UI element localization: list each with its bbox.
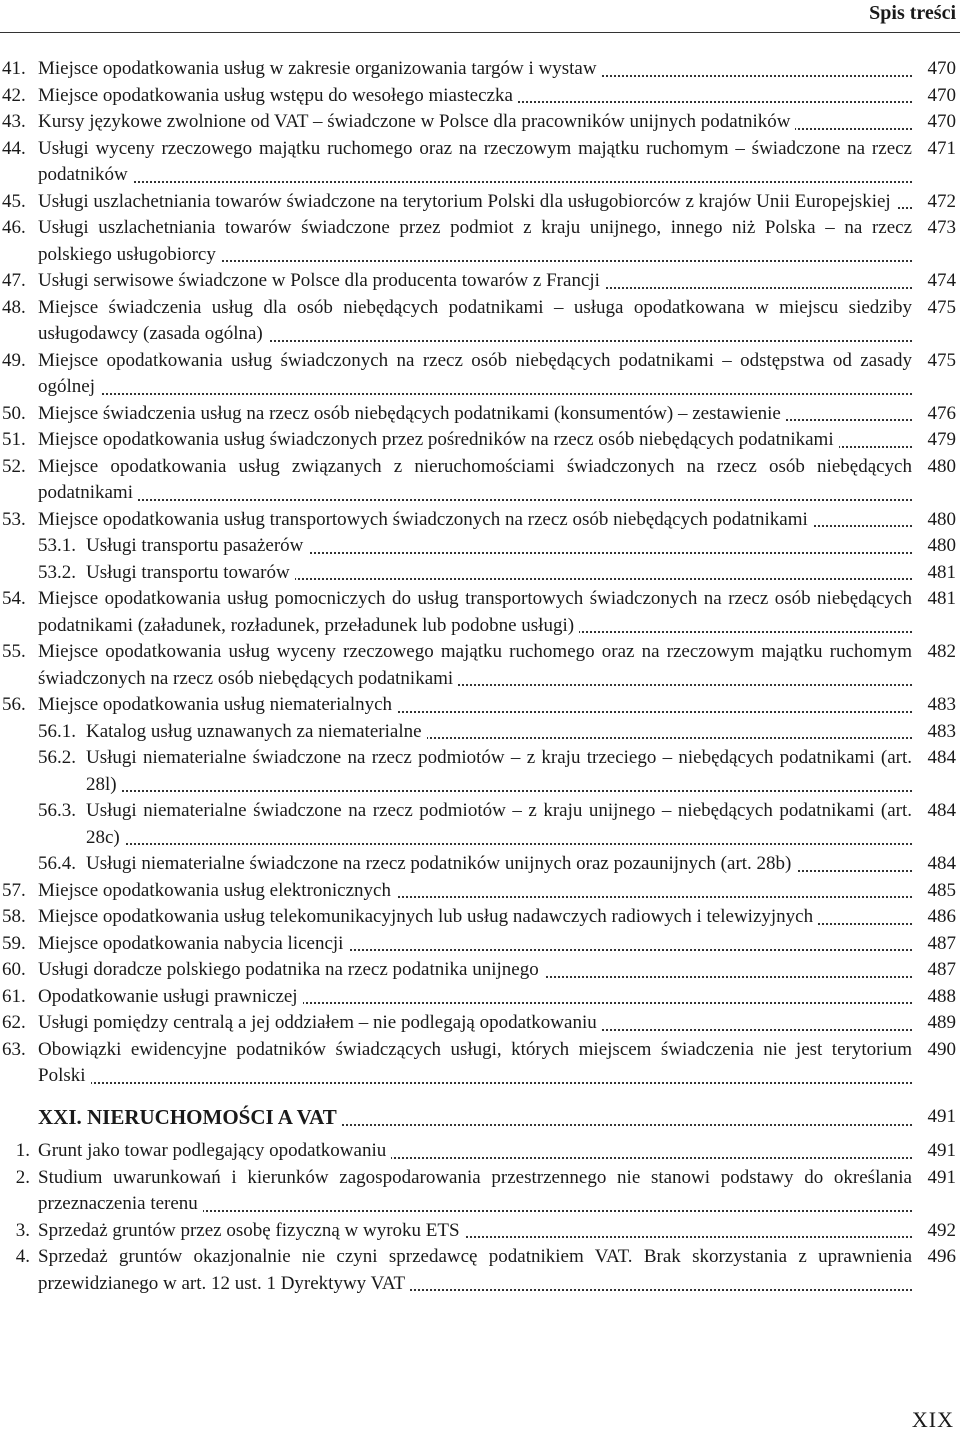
chapter-title: XXI. NIERUCHOMOŚCI A VAT [38,1104,912,1133]
toc-entry-number: 54. [2,588,26,609]
toc-entry-page: 472 [927,190,956,212]
chapter-page: 491 [927,1105,956,1127]
chapter-heading [0,1104,960,1133]
toc-entry [0,904,960,931]
toc-entry-page: 471 [927,137,956,159]
toc-entry [0,533,960,560]
toc-entry [0,745,960,798]
toc-entry-page: 476 [927,402,956,424]
toc-entry [0,215,960,268]
toc-entry-number: 57. [2,879,26,901]
toc-entry [0,719,960,746]
toc-entry-number: 2. [15,1166,30,1188]
toc-entry-title: Usługi uszlachetniania towarów świadczone przez podmiot z kraju unijnego, innego niż Polska – na rzecz polskiego usługobiorcy [38,215,912,268]
toc-entry-title: Grunt jako towar podlegający opodatkowaniu [38,1138,912,1165]
toc-entry-title: Usługi wyceny rzeczowego majątku ruchomego oraz na rzeczowym majątku ruchomym – świadczone na rzecz podatników [38,136,912,189]
toc-entry-title: Miejsce opodatkowania usług wyceny rzeczowego majątku ruchomego oraz na rzeczowym majątku ruchomym świadczonych na rzecz osób niebędących podatnikami [38,639,912,692]
page-header-title: Spis treści [869,2,956,24]
toc-entry-title: Usługi serwisowe świadczone w Polsce dla producenta towarów z Francji [38,268,912,295]
toc-entry [0,401,960,428]
toc-entry-title: Miejsce opodatkowania usług wstępu do wesołego miasteczka [38,83,912,110]
table-of-contents [0,56,960,1297]
toc-entry-number: 61. [2,985,26,1007]
toc-entry-number: 51. [2,429,26,450]
toc-entry [0,427,960,454]
toc-entry-page: 489 [927,1012,956,1033]
toc-entry-page: 479 [927,429,956,450]
toc-entry-title: Usługi doradcze polskiego podatnika na rzecz podatnika unijnego [38,957,912,984]
toc-entry-title: Miejsce opodatkowania usług niematerialnych [38,692,912,719]
toc-entry-number: 41. [2,58,26,79]
toc-entry-number: 52. [2,455,26,477]
toc-entry-number: 53.2. [38,561,76,583]
toc-entry-number: 55. [2,641,26,662]
toc-entry [0,984,960,1011]
toc-entry [0,454,960,507]
toc-entry-page: 484 [927,800,956,821]
toc-entry-title: Miejsce opodatkowania usług telekomunikacyjnych lub usług nadawczych radiowych i telewizyjnych [38,904,912,931]
toc-entry-number: 48. [2,296,26,318]
toc-entry-title: Obowiązki ewidencyjne podatników świadczących usługi, których miejscem świadczenia nie jest terytorium Polski [38,1037,912,1090]
toc-entry-title: Miejsce opodatkowania usług elektronicznych [38,878,912,905]
toc-entry-number: 62. [2,1012,26,1033]
toc-entry-page: 496 [927,1246,956,1267]
toc-entry-page: 492 [927,1219,956,1241]
toc-entry-page: 470 [927,84,956,106]
toc-entry-title: Katalog usług uznawanych za niematerialne [86,719,912,746]
toc-entry-title: Kursy językowe zwolnione od VAT – świadczone w Polsce dla pracowników unijnych podatników [38,109,912,136]
toc-entry-page: 470 [927,58,956,79]
toc-entry-page: 475 [927,349,956,371]
toc-entry-page: 480 [927,535,956,556]
toc-entry-page: 470 [927,111,956,132]
toc-entry-title: Usługi pomiędzy centralą a jej oddziałem – nie podlegają opodatkowaniu [38,1010,912,1037]
toc-entry [0,1037,960,1090]
toc-entry [0,957,960,984]
toc-entry-page: 488 [927,985,956,1007]
toc-entry-number: 56.4. [38,853,76,874]
toc-entry-number: 56.2. [38,747,76,768]
toc-entry-page: 486 [927,906,956,927]
page-number: XIX [911,1407,954,1432]
toc-entry-title: Miejsce świadczenia usług na rzecz osób niebędących podatnikami (konsumentów) – zestawienie [38,401,912,428]
toc-entry-number: 53. [2,508,26,530]
toc-entry-number: 50. [2,402,26,424]
toc-entry-page: 481 [927,588,956,609]
header-divider [0,32,960,33]
toc-entry [0,83,960,110]
toc-entry [0,348,960,401]
toc-entry [0,295,960,348]
toc-entry-title: Usługi niematerialne świadczone na rzecz podmiotów – z kraju trzeciego – niebędących podatnikami (art. 28l) [86,745,912,798]
toc-entry-title: Miejsce opodatkowania usług transportowych świadczonych na rzecz osób niebędących podatnikami [38,507,912,534]
toc-entry-title: Miejsce opodatkowania usług pomocniczych do usług transportowych świadczonych na rzecz osób niebędących podatnikami (załadunek, rozładunek, przeładunek lub podobne usługi) [38,586,912,639]
toc-entry-title: Miejsce opodatkowania usług w zakresie organizowania targów i wystaw [38,56,912,83]
toc-entry-page: 490 [927,1038,956,1060]
toc-entry [0,851,960,878]
toc-entry-number: 4. [15,1246,30,1267]
toc-entry [0,1165,960,1218]
toc-entry-page: 480 [927,508,956,530]
toc-entry-title: Usługi niematerialne świadczone na rzecz podmiotów – z kraju unijnego – niebędących podatnikami (art. 28c) [86,798,912,851]
toc-entry [0,692,960,719]
toc-entry-page: 483 [927,694,956,715]
toc-entry-page: 487 [927,959,956,980]
toc-entry-title: Miejsce opodatkowania usług świadczonych na rzecz osób niebędących podatnikami – odstępstwa od zasady ogólnej [38,348,912,401]
toc-entry [0,56,960,83]
toc-entry [0,1010,960,1037]
toc-entry [0,798,960,851]
toc-entry-title: Opodatkowanie usługi prawniczej [38,984,912,1011]
toc-entry [0,189,960,216]
toc-entry-number: 47. [2,270,26,291]
toc-entry-page: 484 [927,853,956,874]
toc-entry [0,639,960,692]
toc-entry [0,1218,960,1245]
toc-entry-number: 49. [2,349,26,371]
toc-entry-page: 487 [927,932,956,954]
toc-entry [0,878,960,905]
toc-entry-number: 45. [2,190,26,212]
toc-entry-title: Miejsce opodatkowania nabycia licencji [38,931,912,958]
toc-entry-number: 42. [2,84,26,106]
toc-entry [0,507,960,534]
toc-entry [0,136,960,189]
toc-entry-page: 473 [927,217,956,238]
toc-entry-page: 483 [927,720,956,742]
toc-entry [0,109,960,136]
toc-entry-page: 484 [927,747,956,768]
toc-entry-title: Studium uwarunkowań i kierunków zagospodarowania przestrzennego nie stanowi podstawy do określania przeznaczenia terenu [38,1165,912,1218]
toc-entry-title: Usługi transportu pasażerów [86,533,912,560]
toc-entry-number: 3. [15,1219,30,1241]
toc-entry-number: 44. [2,137,26,159]
toc-entry [0,268,960,295]
toc-entry-number: 56. [2,694,26,715]
toc-entry-page: 480 [927,455,956,477]
toc-entry-number: 60. [2,959,26,980]
toc-entry [0,560,960,587]
toc-entry-title: Sprzedaż gruntów okazjonalnie nie czyni sprzedawcę podatnikiem VAT. Brak skorzystania z uprawnienia przewidzianego w art. 12 ust. 1 Dyrektywy VAT [38,1244,912,1297]
toc-entry-number: 58. [2,906,26,927]
toc-entry-title: Miejsce opodatkowania usług świadczonych przez pośredników na rzecz osób niebędących podatnikami [38,427,912,454]
toc-entry-title: Usługi transportu towarów [86,560,912,587]
toc-entry-page: 474 [927,270,956,291]
toc-entry-page: 485 [927,879,956,901]
toc-entry-number: 63. [2,1038,26,1060]
toc-entry-number: 46. [2,217,26,238]
toc-entry [0,1244,960,1297]
toc-entry-number: 43. [2,111,26,132]
toc-entry-title: Usługi niematerialne świadczone na rzecz podatników unijnych oraz pozaunijnych (art. 28b) [86,851,912,878]
toc-entry-page: 491 [927,1166,956,1188]
toc-entry-number: 59. [2,932,26,954]
toc-entry [0,586,960,639]
toc-entry-title: Usługi uszlachetniania towarów świadczone na terytorium Polski dla usługobiorców z krajów Unii Europejskiej [38,189,912,216]
toc-entry-title: Miejsce opodatkowania usług związanych z nieruchomościami świadczonych na rzecz osób niebędących podatnikami [38,454,912,507]
toc-entry-page: 481 [927,561,956,583]
toc-entry-page: 491 [927,1140,956,1161]
toc-entry-number: 53.1. [38,535,76,556]
toc-entry-title: Sprzedaż gruntów przez osobę fizyczną w wyroku ETS [38,1218,912,1245]
toc-entry-title: Miejsce świadczenia usług dla osób niebędących podatnikami – usługa opodatkowana w miejscu siedziby usługodawcy (zasada ogólna) [38,295,912,348]
toc-entry-number: 56.1. [38,720,76,742]
toc-entry-number: 56.3. [38,800,76,821]
toc-entry [0,931,960,958]
toc-entry [0,1138,960,1165]
toc-entry-page: 475 [927,296,956,318]
toc-entry-number: 1. [15,1140,30,1161]
toc-entry-page: 482 [927,641,956,662]
